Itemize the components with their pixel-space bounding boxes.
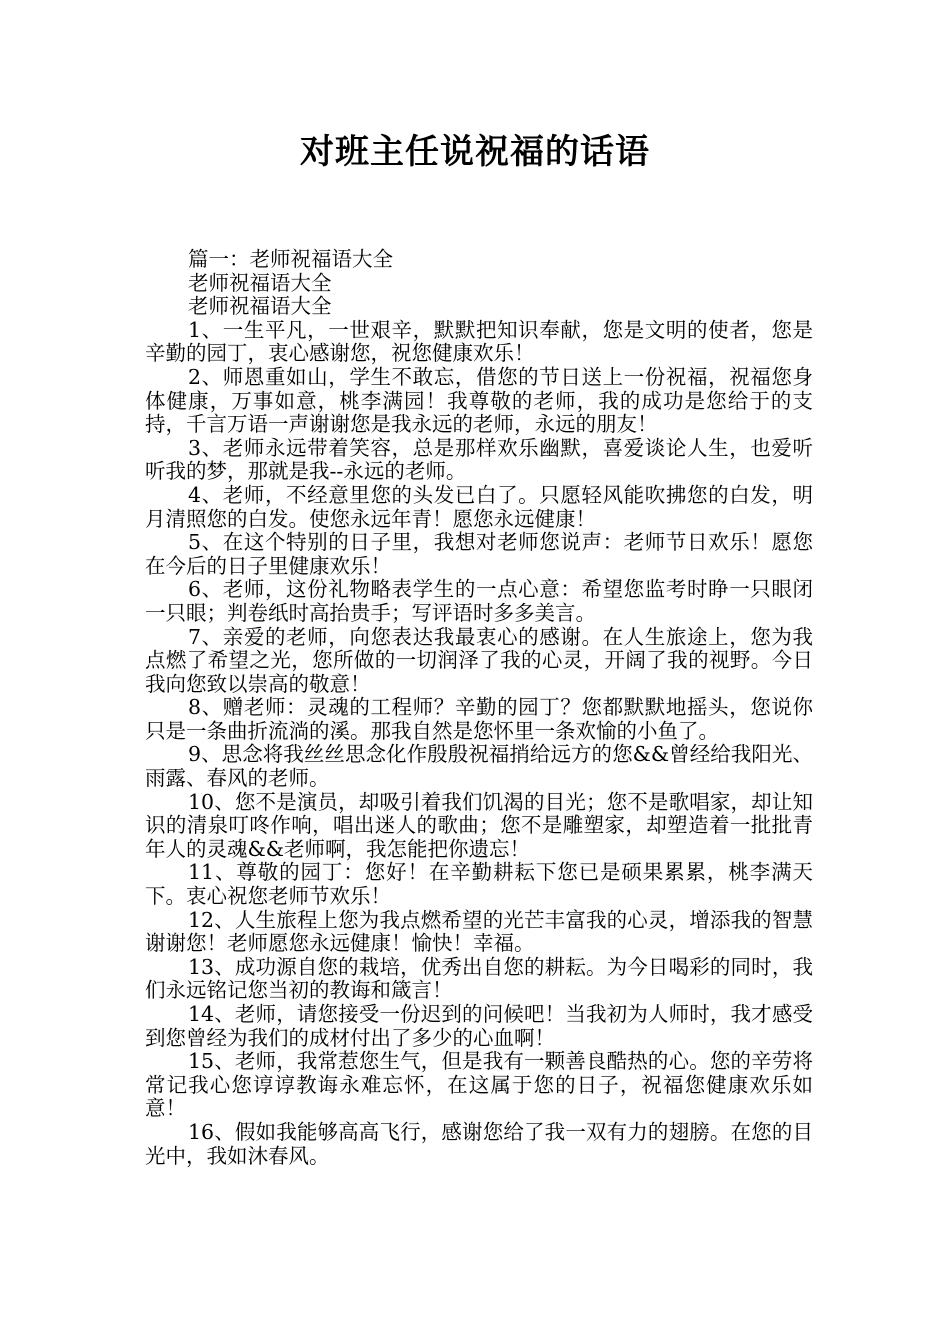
paragraph-item: 6、老师，这份礼物略表学生的一点心意：希望您监考时睁一只眼闭一只眼；判卷纸时高抬贵手；写评语时多多美言。 [145,577,813,625]
paragraph-item: 11、尊敬的园丁：您好！在辛勤耕耘下您已是硕果累累，桃李满天下。衷心祝您老师节欢乐！ [145,860,813,909]
paragraph-item: 14、老师，请您接受一份迟到的问候吧！当我初为人师时，我才感受到您曾经为我们的成材付出了多少的心血啊！ [145,1002,813,1050]
paragraph-item: 9、思念将我丝丝思念化作殷殷祝福捎给远方的您&&曾经给我阳光、雨露、春风的老师。 [145,742,813,791]
paragraph-item: 13、成功源自您的栽培，优秀出自您的耕耘。为今日喝彩的同时，我们永远铭记您当初的教诲和箴言！ [145,954,813,1003]
paragraph-item: 10、您不是演员，却吸引着我们饥渴的目光；您不是歌唱家，却让知识的清泉叮咚作响，唱出迷人的歌曲；您不是雕塑家，却塑造着一批批青年人的灵魂&&老师啊，我怎能把你遗忘！ [145,789,813,861]
paragraph-item: 7、亲爱的老师，向您表达我最衷心的感谢。在人生旅途上，您为我点燃了希望之光，您所做的一切润泽了我的心灵，开阔了我的视野。今日我向您致以崇高的敬意！ [145,624,813,696]
paragraph-item: 12、人生旅程上您为我点燃希望的光芒丰富我的心灵，增添我的智慧谢谢您！老师愿您永远健康！愉快！幸福。 [145,907,813,956]
paragraph-item: 8、赠老师：灵魂的工程师？辛勤的园丁？您都默默地摇头，您说你只是一条曲折流淌的溪。那我自然是您怀里一条欢愉的小鱼了。 [145,695,813,743]
paragraph-item: 16、假如我能够高高飞行，感谢您给了我一双有力的翅膀。在您的目光中，我如沐春风。 [145,1119,813,1168]
paragraph-item: 2、师恩重如山，学生不敢忘，借您的节日送上一份祝福，祝福您身体健康，万事如意，桃李满园！我尊敬的老师，我的成功是您给于的支持，千言万语一声谢谢您是我永远的老师，永远的朋友！ [145,364,813,437]
paragraph-item: 4、老师，不经意里您的头发已白了。只愿轻风能吹拂您的白发，明月清照您的白发。使您永远年青！愿您永远健康！ [145,482,813,531]
document-body [145,248,813,1168]
document-title: 对班主任说祝福的话语 [300,132,650,172]
paragraph-section-heading: 篇一：老师祝福语大全 [188,247,393,271]
paragraph-subheading: 老师祝福语大全 [188,270,332,295]
paragraph-item: 15、老师，我常惹您生气，但是我有一颗善良酷热的心。您的辛劳将常记我心您谆谆教诲永难忘怀，在这属于您的日子，祝福您健康欢乐如意！ [145,1049,813,1121]
paragraph-item: 5、在这个特别的日子里，我想对老师您说声：老师节日欢乐！愿您在今后的日子里健康欢乐！ [145,530,813,578]
paragraph-item: 3、老师永远带着笑容，总是那样欢乐幽默，喜爱谈论人生，也爱听听我的梦，那就是我--永远的老师。 [145,435,813,484]
paragraph-subheading: 老师祝福语大全 [188,294,332,319]
paragraph-item: 1、一生平凡，一世艰辛，默默把知识奉献，您是文明的使者，您是辛勤的园丁，衷心感谢您，祝您健康欢乐！ [145,317,813,366]
